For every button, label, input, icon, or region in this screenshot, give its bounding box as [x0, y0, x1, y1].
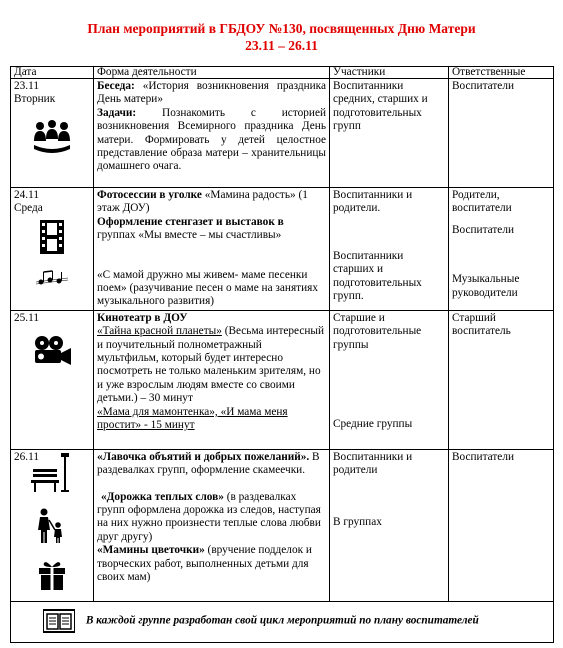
people-meeting-icon — [32, 119, 72, 155]
form-text: (вручение подделок и творческих работ, выполненных детьми для своих мам) — [97, 544, 312, 584]
table-footer-row — [11, 601, 554, 642]
form-cell — [94, 310, 330, 449]
weekday-text: Среда — [14, 202, 43, 215]
participants-cell — [330, 310, 449, 449]
table-row — [11, 79, 554, 188]
form-text: В раздевалках групп, оформление скамеечки. — [97, 450, 320, 477]
form-text: «С мамой дружно мы живем- маме песенки поем» (разучивание песен о маме на занятиях музыкального развития) — [97, 268, 318, 308]
film-strip-icon — [40, 220, 64, 254]
date-text: 25.11 — [14, 311, 39, 324]
participants-cell: Воспитанники средних, старших и подготовительных групп — [330, 79, 449, 188]
responsible-text: Родители, воспитатели — [452, 189, 512, 215]
form-label: Кинотеатр в ДОУ — [97, 311, 188, 324]
movie-title: «Тайна красной планеты» — [97, 325, 222, 338]
form-text: Познакомить с историей возникновения Всемирного праздника День матери. Формировать у детей целостное представление образа матери – хранительницы домашнего очага. — [97, 106, 327, 173]
page-title: План мероприятий в ГБДОУ №130, посвященных Дню Матери — [87, 21, 476, 36]
date-cell — [11, 188, 94, 311]
table-header-row — [11, 67, 554, 79]
participants-text: Старшие и подготовительные группы — [333, 311, 422, 351]
date-text: 23.11 — [14, 80, 39, 92]
date-cell — [11, 449, 94, 601]
gift-box-icon — [38, 560, 66, 590]
mother-child-icon — [35, 508, 65, 544]
form-label: «Мамины цветочки» — [97, 544, 205, 557]
footer-note: В каждой группе разработан свой цикл мероприятий по плану воспитателей — [85, 614, 479, 627]
music-notes-icon — [36, 270, 68, 286]
responsible-cell — [449, 188, 554, 311]
date-text: 24.11 — [14, 189, 39, 201]
park-bench-icon — [31, 453, 71, 493]
form-text: (Весьма интересный и поучительный полнометражный мультфильм, который будет интересно посмотреть не только маленьким зрителям, но и уже взрослым людям вместе со своими детьми.) – 30 минут — [97, 325, 325, 405]
responsible-cell: Воспитатели — [449, 79, 554, 188]
form-cell — [94, 79, 330, 188]
form-text: группах «Мы вместе – мы счастливы» — [97, 229, 282, 242]
date-cell — [11, 310, 94, 449]
movie-title: «Мама для мамонтенка», «И мама меня простит» - 15 минут — [97, 405, 288, 432]
form-label: Задачи: — [97, 106, 137, 119]
form-label: «Лавочка объятий и добрых пожеланий». — [97, 450, 310, 463]
responsible-text: Воспитатели — [452, 223, 515, 236]
open-book-icon — [43, 608, 75, 634]
form-cell — [94, 449, 330, 601]
form-label: Фотосессии в уголке — [97, 189, 202, 201]
participants-text: Воспитанники старших и подготовительных групп. — [333, 249, 422, 303]
table-row — [11, 449, 554, 601]
participants-text: Воспитанники и родители — [333, 450, 413, 477]
participants-text: Средние группы — [333, 418, 413, 431]
form-cell — [94, 188, 330, 311]
form-text: «Мамина радость» (1 этаж ДОУ) — [97, 189, 308, 215]
responsible-cell: Воспитатели — [449, 449, 554, 601]
movie-camera-icon — [32, 335, 72, 369]
page-subtitle-dates: 23.11 – 26.11 — [245, 38, 318, 53]
form-label: «Дорожка теплых слов» — [101, 490, 224, 503]
footer-cell — [11, 601, 554, 642]
participants-cell — [330, 188, 449, 311]
date-text: 26.11 — [14, 450, 39, 463]
form-label: Оформление стенгазет и выставок в — [97, 215, 284, 228]
table-row — [11, 310, 554, 449]
events-table — [10, 66, 554, 643]
participants-cell — [330, 449, 449, 601]
weekday-text: Вторник — [14, 93, 56, 106]
form-text: (в раздевалках групп оформлена дорожка из следов, наступая на них нужно произнести теплые слова любви друг другу) — [97, 490, 321, 543]
table-row — [11, 188, 554, 311]
form-label: Беседа: — [97, 80, 135, 92]
responsible-text: Музыкальные руководители — [452, 273, 520, 299]
header-form: Форма деятельности — [94, 67, 330, 79]
header-date: Дата — [11, 67, 94, 79]
header-participants: Участники — [330, 67, 449, 79]
form-text: «История возникновения праздника День матери» — [97, 80, 326, 106]
participants-text: Воспитанники и родители. — [333, 189, 413, 215]
responsible-cell: Старший воспитатель — [449, 310, 554, 449]
participants-text: В группах — [333, 515, 382, 528]
header-responsible: Ответственные — [449, 67, 554, 79]
date-cell — [11, 79, 94, 188]
